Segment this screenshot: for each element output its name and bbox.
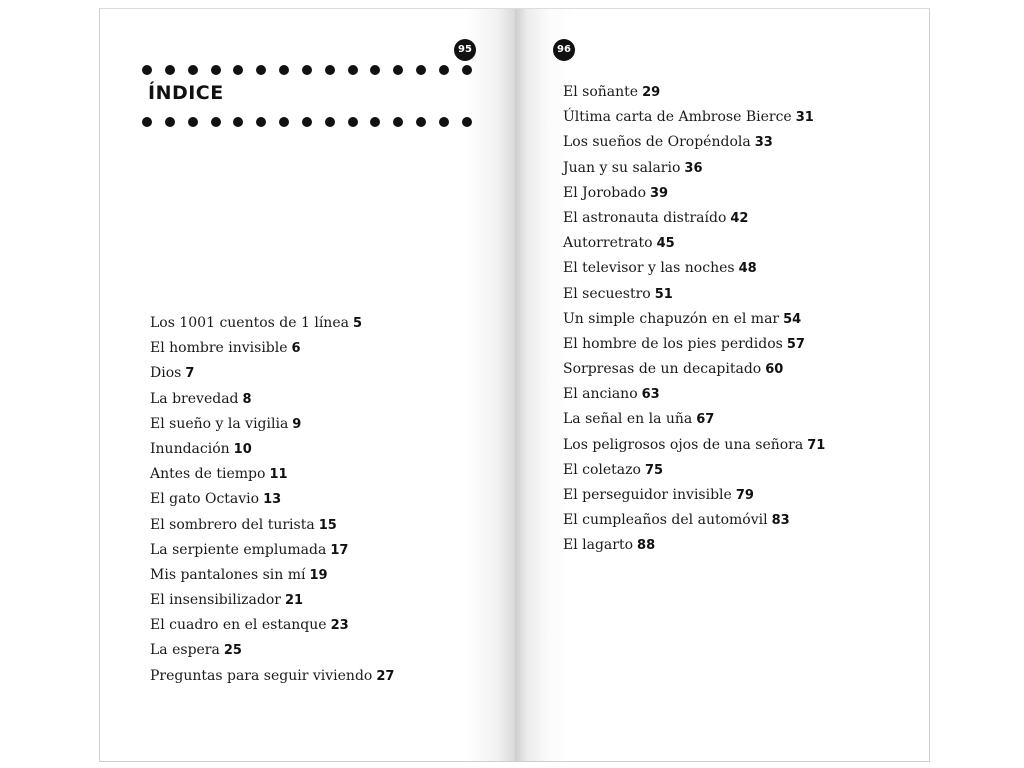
toc-entry-page: 5 xyxy=(352,316,362,331)
page-number-badge: 95 xyxy=(454,39,476,61)
toc-entry-title: Sorpresas de un decapitado xyxy=(563,361,762,378)
toc-entry-title: La señal en la uña xyxy=(563,411,693,428)
toc-entry[interactable] xyxy=(150,513,394,538)
toc-entry[interactable] xyxy=(150,613,394,638)
toc-entry[interactable] xyxy=(563,130,825,155)
toc-entry[interactable] xyxy=(563,256,825,281)
toc-entry[interactable] xyxy=(150,462,394,487)
page-number-badge: 96 xyxy=(553,39,575,61)
toc-entry-page: 25 xyxy=(223,643,242,659)
toc-entry-page: 51 xyxy=(654,286,673,302)
toc-entry[interactable] xyxy=(150,361,394,386)
toc-entry-title: El cumpleaños del automóvil xyxy=(563,512,768,529)
toc-entry[interactable] xyxy=(563,206,825,231)
toc-entry-page: 7 xyxy=(185,366,195,382)
toc-entry[interactable] xyxy=(563,282,825,307)
toc-entry-page: 39 xyxy=(650,185,669,201)
toc-entry-page: 23 xyxy=(330,618,349,634)
toc-entry-page: 9 xyxy=(292,416,302,432)
dotted-rule-top xyxy=(142,63,472,77)
toc-entry-title: El secuestro xyxy=(563,285,651,302)
toc-entry[interactable] xyxy=(563,181,825,206)
toc-entry-page: 8 xyxy=(242,391,252,407)
toc-entry-title: Los sueños de Oropéndola xyxy=(563,134,751,151)
toc-entry[interactable] xyxy=(563,433,825,458)
toc-entry-page: 79 xyxy=(735,488,754,503)
toc-entry-title: Inundación xyxy=(150,440,230,457)
toc-entry-page: 13 xyxy=(263,492,282,508)
toc-entry-page: 71 xyxy=(807,437,826,453)
toc-entry-title: El perseguidor invisible xyxy=(563,487,732,503)
toc-entry-page: 17 xyxy=(330,542,349,558)
toc-entry-title: El hombre de los pies perdidos xyxy=(563,335,783,352)
toc-entry[interactable] xyxy=(563,357,825,382)
right-page xyxy=(515,8,930,762)
toc-entry[interactable] xyxy=(150,664,394,689)
toc-entry-page: 83 xyxy=(771,513,790,529)
toc-entry-page: 33 xyxy=(754,135,773,151)
toc-entry-title: El lagarto xyxy=(563,537,634,554)
toc-entry-title: El anciano xyxy=(563,386,638,403)
toc-entry-title: Un simple chapuzón en el mar xyxy=(563,310,780,327)
toc-entry-title: Preguntas para seguir viviendo xyxy=(150,667,373,684)
toc-entry-page: 11 xyxy=(269,467,288,483)
toc-entry-title: Juan y su salario xyxy=(563,159,681,176)
toc-entry-title: La brevedad xyxy=(150,390,239,407)
toc-entry-page: 60 xyxy=(765,362,784,378)
toc-entry-title: La serpiente emplumada xyxy=(150,541,327,558)
toc-entry-title: Los 1001 cuentos de 1 línea xyxy=(150,315,349,331)
toc-entry[interactable] xyxy=(150,437,394,462)
toc-entry-title: El hombre invisible xyxy=(150,340,288,357)
toc-entry[interactable] xyxy=(150,538,394,563)
toc-list-left xyxy=(150,311,394,689)
toc-entry[interactable] xyxy=(563,458,825,483)
toc-entry-title: La espera xyxy=(150,642,220,659)
toc-entry[interactable] xyxy=(563,156,825,181)
toc-entry-page: 63 xyxy=(641,387,660,403)
toc-entry-page: 88 xyxy=(637,538,656,554)
toc-entry-title: El astronauta distraído xyxy=(563,209,727,226)
toc-entry-title: Antes de tiempo xyxy=(150,466,266,483)
toc-entry-page: 31 xyxy=(795,110,814,126)
toc-entry[interactable] xyxy=(563,231,825,256)
toc-entry[interactable] xyxy=(563,307,825,332)
toc-entry-title: El Jorobado xyxy=(563,184,647,201)
toc-entry-page: 42 xyxy=(730,210,749,226)
toc-entry-title: Dios xyxy=(150,365,182,382)
toc-entry-title: El insensibilizador xyxy=(150,592,281,609)
toc-entry[interactable] xyxy=(563,533,825,558)
toc-entry[interactable] xyxy=(563,483,825,508)
dotted-rule-bottom xyxy=(142,115,472,129)
toc-entry-page: 15 xyxy=(318,517,337,533)
toc-entry[interactable] xyxy=(563,332,825,357)
toc-entry[interactable] xyxy=(563,508,825,533)
toc-entry[interactable] xyxy=(150,311,394,336)
toc-entry-title: El televisor y las noches xyxy=(563,260,735,277)
left-page xyxy=(99,8,515,762)
toc-entry[interactable] xyxy=(150,336,394,361)
toc-entry-page: 36 xyxy=(684,160,703,176)
toc-entry-page: 67 xyxy=(696,412,715,428)
toc-entry[interactable] xyxy=(150,487,394,512)
toc-entry[interactable] xyxy=(150,387,394,412)
toc-entry-page: 27 xyxy=(376,668,395,684)
toc-entry[interactable] xyxy=(563,382,825,407)
toc-entry-page: 75 xyxy=(644,462,664,478)
toc-entry-page: 19 xyxy=(309,567,328,583)
toc-entry[interactable] xyxy=(150,412,394,437)
toc-entry[interactable] xyxy=(150,588,394,613)
toc-entry-title: Mis pantalones sin mí xyxy=(150,566,306,583)
toc-entry-page: 54 xyxy=(783,311,802,327)
toc-entry[interactable] xyxy=(150,563,394,588)
toc-entry[interactable] xyxy=(563,80,825,105)
toc-entry-title: Los peligrosos ojos de una señora xyxy=(563,436,804,453)
toc-entry-title: El soñante xyxy=(563,84,639,100)
index-title: ÍNDICE xyxy=(148,82,224,104)
toc-entry-page: 57 xyxy=(786,336,805,352)
toc-entry-title: Última carta de Ambrose Bierce xyxy=(563,109,792,126)
toc-entry-title: El cuadro en el estanque xyxy=(150,617,327,634)
toc-entry-page: 21 xyxy=(285,593,304,609)
toc-entry-page: 6 xyxy=(291,341,301,357)
toc-entry-page: 45 xyxy=(656,236,675,252)
toc-entry[interactable] xyxy=(563,407,825,432)
toc-list-right xyxy=(563,80,825,559)
toc-entry-title: El coletazo xyxy=(563,461,641,478)
toc-entry[interactable] xyxy=(563,105,825,130)
toc-entry-page: 48 xyxy=(738,261,757,277)
toc-entry-title: El sueño y la vigilia xyxy=(150,415,289,432)
toc-entry-title: El gato Octavio xyxy=(150,491,260,508)
toc-entry-title: El sombrero del turista xyxy=(150,516,315,533)
toc-entry-page: 29 xyxy=(642,85,661,100)
toc-entry-page: 10 xyxy=(233,441,252,457)
toc-entry[interactable] xyxy=(150,638,394,663)
toc-entry-title: Autorretrato xyxy=(563,235,653,252)
